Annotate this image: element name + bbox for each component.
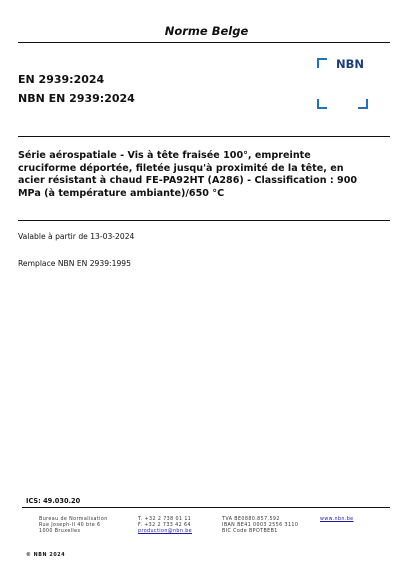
title-line: Série aérospatiale - Vis à tête fraisée 100°, empreinte — [18, 150, 311, 161]
copyright: © NBN 2024 — [26, 553, 66, 558]
replaces-note: Remplace NBN EN 2939:1995 — [18, 259, 131, 268]
website-link[interactable]: www.nbn.be — [320, 517, 354, 522]
section-rule — [18, 220, 390, 221]
title-rule — [18, 136, 390, 137]
footer-contact — [138, 517, 192, 536]
title-line: acier résistant à chaud FE-PA92HT (A286) - Classification : 900 — [18, 175, 358, 187]
address-line: Bureau de Normalisation — [39, 517, 108, 522]
header-rule — [18, 42, 390, 43]
phone: T. +32 2 738 01 11 — [138, 517, 192, 522]
email-link[interactable]: production@nbn.be — [138, 529, 193, 535]
fax: F. +32 2 733 42 64 — [138, 523, 191, 529]
title-line: cruciforme déportée, filetée jusqu'à proximité de la tête, en — [18, 162, 344, 174]
nbn-logo — [317, 58, 368, 109]
footer-rule — [22, 507, 390, 508]
bic: BIC Code BPOTBEB1 — [222, 529, 278, 535]
nbn-logo-wordmark: NBN — [336, 57, 365, 71]
title-line: MPa (à température ambiante)/650 °C — [18, 187, 225, 199]
valid-from: Valable à partir de 13-03-2024 — [18, 232, 135, 241]
footer-bank — [222, 517, 298, 536]
document-title — [18, 150, 380, 200]
address-line: 1000 Bruxelles — [39, 529, 81, 535]
footer-website — [320, 517, 354, 523]
address-line: Rue Joseph-II 40 bte 6 — [39, 523, 101, 529]
vat-number: TVA BE0880.857.592 — [222, 517, 280, 522]
iban: IBAN BE41 0003 2556 3110 — [222, 523, 299, 529]
footer-address — [39, 517, 108, 536]
header-title: Norme Belge — [164, 24, 249, 38]
nbn-code: NBN EN 2939:2024 — [18, 92, 135, 105]
en-code: EN 2939:2024 — [18, 73, 105, 86]
ics-code: ICS: 49.030.20 — [26, 497, 81, 505]
